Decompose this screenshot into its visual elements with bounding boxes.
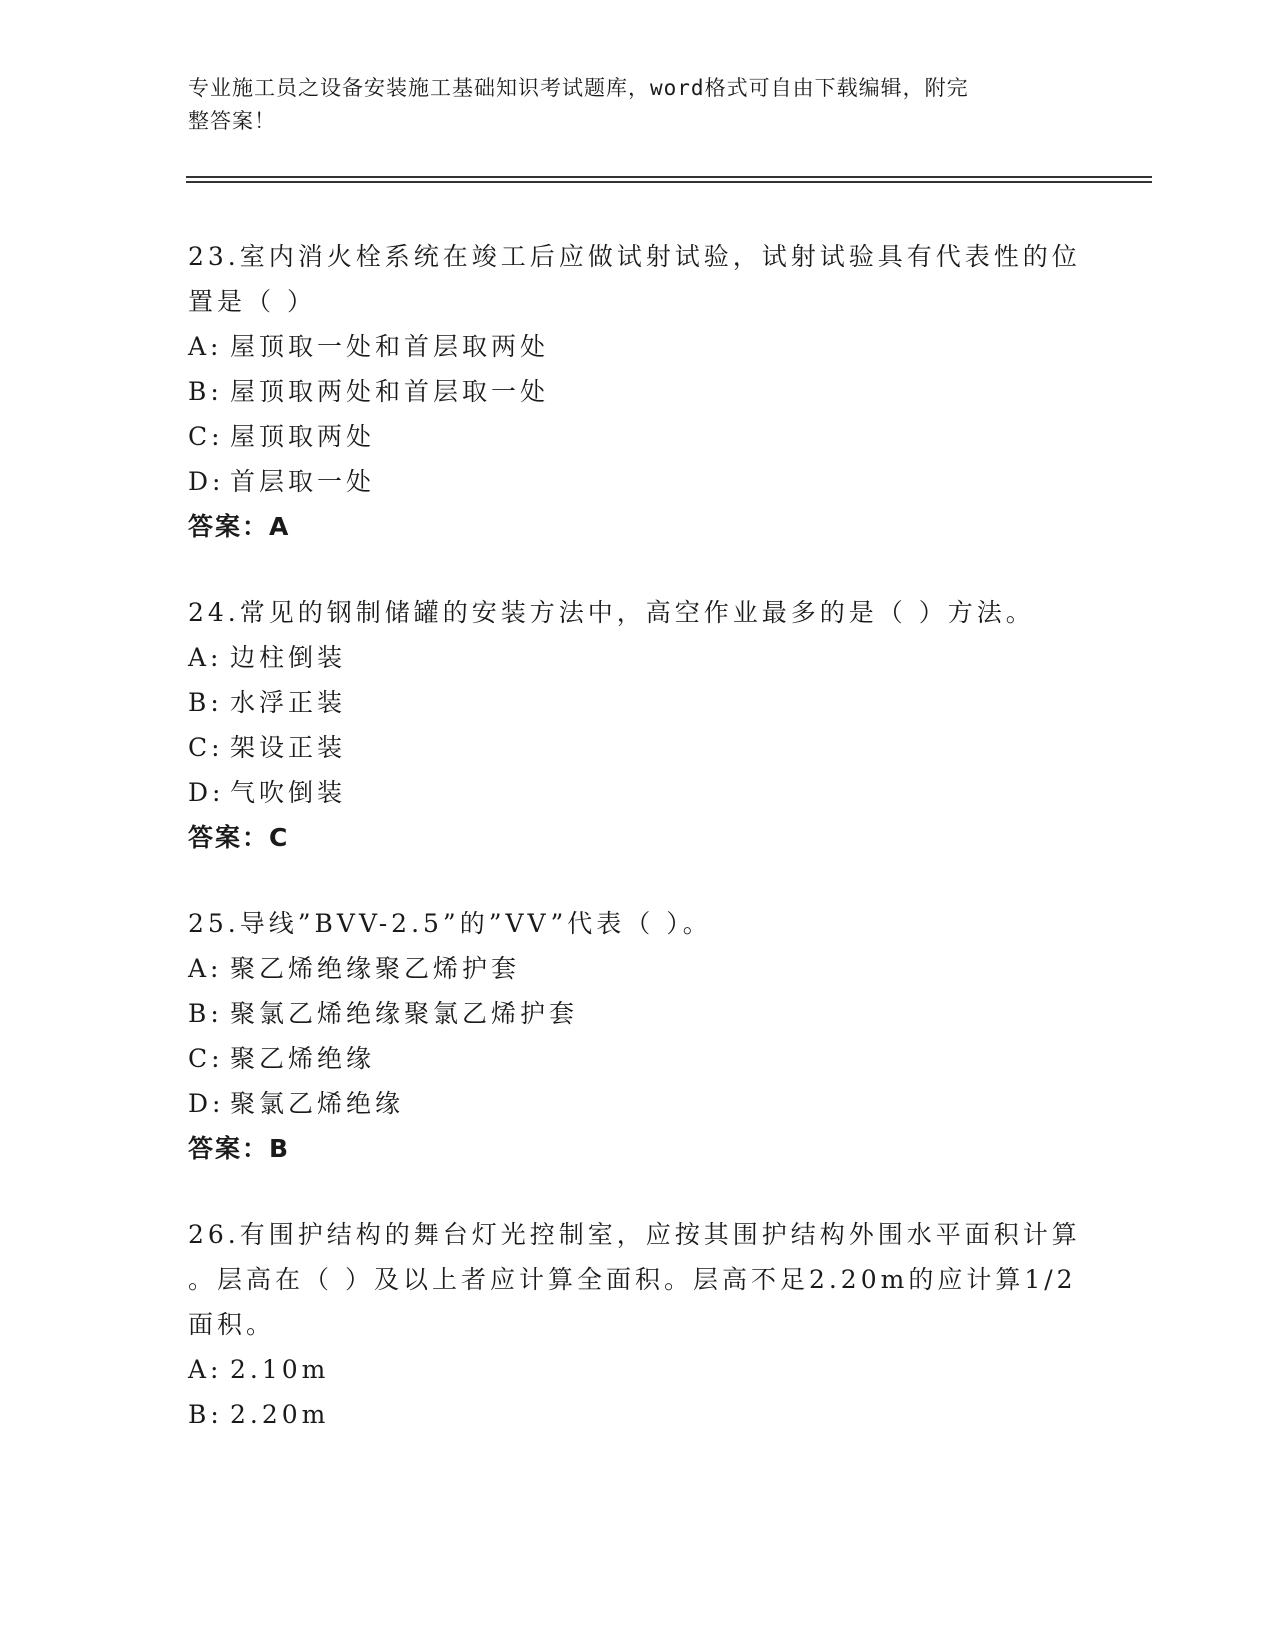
option-key: B: (188, 999, 223, 1028)
option-a (188, 946, 1088, 991)
option-key: D: (188, 467, 225, 496)
option-b (188, 991, 1088, 1036)
option-a (188, 324, 1088, 369)
option-key: D: (188, 778, 225, 807)
header-divider-top (186, 176, 1152, 178)
option-key: C: (188, 422, 224, 451)
option-text: 水浮正装 (230, 688, 347, 717)
option-d (188, 459, 1088, 504)
question-25 (188, 901, 1088, 1171)
option-key: C: (188, 733, 224, 762)
question-23 (188, 234, 1088, 549)
question-text-line: 25.导线”BVV-2.5”的”VV”代表（ ）。 (188, 909, 712, 938)
option-text: 屋顶取两处和首层取一处 (230, 377, 550, 406)
option-text: 2.10m (230, 1355, 330, 1384)
question-text-line: 26.有围护结构的舞台灯光控制室，应按其围护结构外围水平面积计算 (188, 1220, 1081, 1249)
option-a (188, 1347, 1088, 1392)
option-text: 边柱倒装 (230, 643, 347, 672)
header-line-1: 专业施工员之设备安装施工基础知识考试题库，word格式可自由下载编辑，附完 (188, 76, 969, 100)
option-d (188, 770, 1088, 815)
option-text: 聚乙烯绝缘 (230, 1044, 376, 1073)
option-c (188, 1036, 1088, 1081)
question-24 (188, 590, 1088, 860)
option-text: 屋顶取一处和首层取两处 (230, 332, 550, 361)
option-key: B: (188, 688, 223, 717)
option-text: 聚氯乙烯绝缘 (230, 1089, 405, 1118)
option-a (188, 635, 1088, 680)
option-text: 2.20m (230, 1400, 330, 1429)
answer-label: 答案：A (188, 512, 291, 541)
question-26 (188, 1212, 1088, 1437)
option-key: C: (188, 1044, 224, 1073)
option-b (188, 369, 1088, 414)
header-divider-bottom (186, 181, 1152, 183)
question-text-line: 置是（ ） (188, 287, 316, 316)
option-text: 气吹倒装 (230, 778, 347, 807)
option-c (188, 725, 1088, 770)
option-b (188, 680, 1088, 725)
option-key: D: (188, 1089, 225, 1118)
option-key: A: (188, 1355, 223, 1384)
question-list (188, 234, 1088, 1478)
question-text-line: 23.室内消火栓系统在竣工后应做试射试验，试射试验具有代表性的位 (188, 242, 1081, 271)
question-text-line: 。层高在（ ）及以上者应计算全面积。层高不足2.20m的应计算1/2 (188, 1265, 1077, 1294)
option-b (188, 1392, 1088, 1437)
answer-label: 答案：B (188, 1134, 291, 1163)
option-key: A: (188, 643, 223, 672)
option-text: 屋顶取两处 (230, 422, 376, 451)
answer-label: 答案：C (188, 823, 290, 852)
option-text: 架设正装 (230, 733, 347, 762)
option-text: 聚乙烯绝缘聚乙烯护套 (230, 954, 521, 983)
option-key: B: (188, 377, 223, 406)
question-text-line: 面积。 (188, 1310, 276, 1339)
option-c (188, 414, 1088, 459)
header-line-2: 整答案！ (188, 109, 276, 133)
option-key: A: (188, 332, 223, 361)
document-header (188, 72, 1068, 138)
option-text: 首层取一处 (230, 467, 376, 496)
option-d (188, 1081, 1088, 1126)
option-text: 聚氯乙烯绝缘聚氯乙烯护套 (230, 999, 579, 1028)
option-key: B: (188, 1400, 223, 1429)
question-text-line: 24.常见的钢制储罐的安装方法中，高空作业最多的是（ ）方法。 (188, 598, 1035, 627)
option-key: A: (188, 954, 223, 983)
